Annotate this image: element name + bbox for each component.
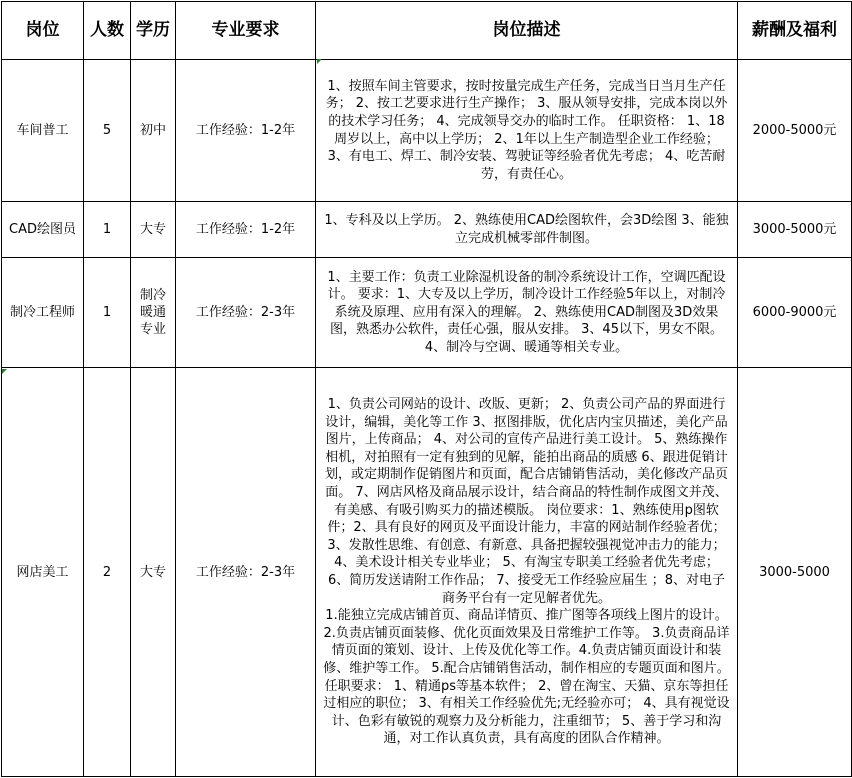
table-row — [2, 202, 852, 258]
description-text: 1、主要工作：负责工业除湿机设备的制冷系统设计工作，空调匹配设计。 要求：1、大专及以上学历，制冷设计工作经验5年以上，对制冷系统及原理、应用有深入的理解。 2、熟练使用CAD制图及3D效果图，熟悉办公软件，责任心强，服从安排。 3、45以下，男女不限。 4、制冷与空调、暖通等相关专业。 — [327, 269, 726, 355]
education-cell: 大专 — [131, 368, 176, 777]
description-cell — [316, 60, 738, 202]
header-position: 岗位 — [2, 2, 84, 60]
table-row — [2, 258, 852, 368]
education-cell: 初中 — [131, 60, 176, 202]
count-cell: 2 — [84, 368, 131, 777]
cell-comment-marker — [317, 59, 322, 64]
description-text: 1、专科及以上学历。 2、熟练使用CAD绘图软件，会3D绘图 3、能独立完成机械零部件制图。 — [324, 212, 729, 246]
count-cell: 5 — [84, 60, 131, 202]
header-row — [2, 2, 852, 60]
count-cell: 1 — [84, 202, 131, 258]
cell-comment-marker — [2, 369, 7, 374]
description-cell — [316, 202, 738, 258]
salary-cell: 6000-9000元 — [738, 258, 852, 368]
count-cell: 1 — [84, 258, 131, 368]
position-cell: 网店美工 — [2, 368, 84, 777]
table-row — [2, 60, 852, 202]
salary-cell: 3000-5000 — [738, 368, 852, 777]
header-count: 人数 — [84, 2, 131, 60]
header-requirement: 专业要求 — [176, 2, 316, 60]
education-cell: 大专 — [131, 202, 176, 258]
header-description: 岗位描述 — [316, 2, 738, 60]
requirement-cell: 工作经验：2-3年 — [176, 258, 316, 368]
job-table — [1, 1, 852, 777]
header-salary: 薪酬及福利 — [738, 2, 852, 60]
salary-cell: 3000-5000元 — [738, 202, 852, 258]
description-cell — [316, 258, 738, 368]
description-cell — [316, 368, 738, 777]
header-education: 学历 — [131, 2, 176, 60]
description-text: 1、按照车间主管要求，按时按量完成生产任务，完成当日当月生产任务； 2、按工艺要求进行生产操作； 3、服从领导安排，完成本岗以外的技术学习任务； 4、完成领导交办的临时工作。 任职资格： 1、18周岁以上，高中以上学历； 2、1年以上生产制造型企业工作经验； 3、有电工、焊工、制冷安装、驾驶证等经验者优先考虑； 4、吃苦耐劳，有责任心。 — [325, 78, 728, 182]
position-cell: CAD绘图员 — [2, 202, 84, 258]
education-cell: 制冷暖通专业 — [131, 258, 176, 368]
description-text: 1、负责公司网站的设计、改版、更新； 2、负责公司产品的界面进行设计，编辑，美化等工作 3、抠图排版，优化店内宝贝描述，美化产品图片，上传商品； 4、对公司的宣传产品进行美工设计。 5、熟练操作相机，对拍照有一定有独到的见解，能拍出商品的质感 6、跟进促销计划，或定期制作促销图片和页面，配合店铺销售活动，美化修改产品页面。 7、网店风格及商品展示设计，结合商品的特性制作成图文并茂、有美感、有吸引购买力的描述模版。 岗位要求：1、熟练使用p图软件；2、具有良好的网页及平面设计能力，丰富的网站制作经验者优； 3、发散性思维、有创意、有新意、具备把握较强视觉冲击力的能力； 4、美术设计相关专业毕业； 5、有淘宝专职美工经验者优先考虑； 6、简历发送请附工作作品； 7、接受无工作经验应届生 ；8、对电子商务平台有一定见解者优先。 — [324, 397, 728, 606]
requirement-cell: 工作经验：1-2年 — [176, 202, 316, 258]
salary-cell: 2000-5000元 — [738, 60, 852, 202]
requirement-cell: 工作经验：1-2年 — [176, 60, 316, 202]
requirement-cell: 工作经验：2-3年 — [176, 368, 316, 777]
position-cell: 车间普工 — [2, 60, 84, 202]
table-row — [2, 368, 852, 777]
position-cell: 制冷工程师 — [2, 258, 84, 368]
description-text: 1.能独立完成店铺首页、商品详情页、推广图等各项线上图片的设计。 2.负责店铺页面装修、优化页面效果及日常维护工作等。 3.负责商品详情页面的策划、设计、上传及优化等工作。4.负责店铺页面设计和装修、维护等工作。 5.配合店铺销售活动，制作相应的专题页面和图片。 任职要求： 1、精通ps等基本软件； 2、曾在淘宝、天猫、京东等担任过相应的职位； 3、有相关工作经验优先;无经验亦可； 4、具有视觉设计、色彩有敏锐的观察力及分析能力，注重细节； 5、善于学习和沟通，对工作认真负责，具有高度的团队合作精神。 — [323, 608, 730, 747]
